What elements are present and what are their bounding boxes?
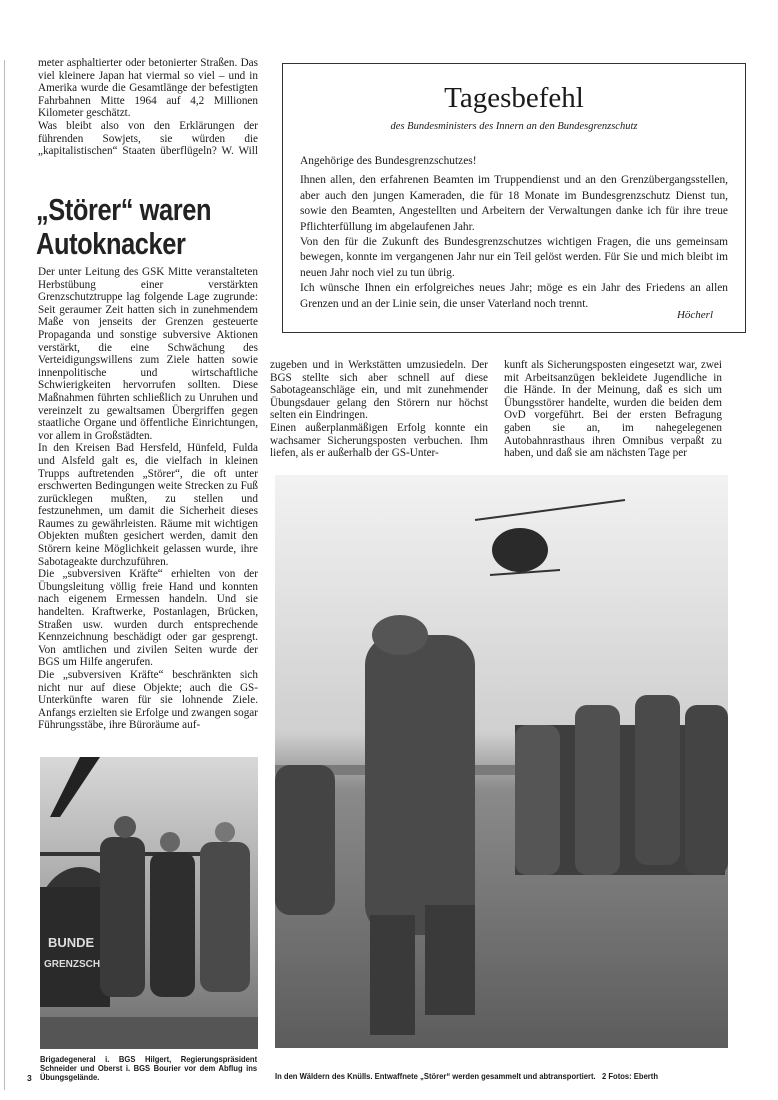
order-of-the-day-box [282,63,746,333]
page-number: 3 [27,1073,32,1083]
order-body [300,154,728,312]
article-paragraph: Die „subversiven Kräfte“ erhielten von der Übungsleitung völlig freie Hand und konnten nach eigenem Ermessen handeln. Und sie handelten. Kraftwerke, Postanlagen, Brücken, Straßen usw. wurden durch entsprechende Kennzeichnung beschädigt oder gar gesprengt. Von amtlichen und zivilen Seiten wurde der BGS um Hilfe angerufen. [38,568,258,669]
headline-line: „Störer“ waren [36,192,212,227]
svg-text:GRENZSCH: GRENZSCH [44,959,101,970]
helicopter-lettering: BUNDE [48,935,95,950]
article-paragraph: Die „subversiven Kräfte“ beschränkten sich nicht nur auf diese Objekte; auch die GS-Unterkünfte waren für sie lohnende Ziele. Anfangs erzielten sie Erfolge und zwangen sogar Führungsstäbe, ihre Büroräume auf- [38,669,258,732]
article-paragraph: In den Kreisen Bad Hersfeld, Hünfeld, Fulda und Alsfeld galt es, die vielfach in kleinen Trupps auftretenden „Störer“, die oft unter erschwerten Bedingungen weite Strecken zu Fuß zurücklegen mußten, zu stellen und festzunehmen, um damit die Sicherheit dieses Raumes zu gewährleisten. Räume mit wichtigen Objekten mußten gesichert werden, damit den Störern keine Möglichkeit gelassen wurde, ihre Sabotageakte durchzuführen. [38,442,258,568]
photo-officials-helicopter [40,757,258,1049]
photo-caption-right: In den Wäldern des Knülls. Entwaffnete „Störer“ werden gesammelt und abtransportiert. 2 Fotos: Eberth [275,1071,658,1081]
photo-disarmed-troublemakers [275,475,728,1048]
article-paragraph: Der unter Leitung des GSK Mitte veranstalteten Herbstübung einer verstärkten Grenzschutztruppe lag folgende Lage zugrunde: Seit geraumer Zeit hatten sich in zunehmendem Maße von jenseits der Grenzen gesteuerte Propaganda und sonstige subversive Aktionen verstärkt, die eine Schwächung des Verteidigungswillens zum Ziele hatten sowie innenpolitische und wirtschaftliche Schwierigkeiten hervorrufen sollten. Diese Maßnahmen führten schließlich zu Unruhen und vereinzelt zu gewaltsamen Übergriffen gegen staatliche Organe und öffentliche Einrichtungen, vor allem in Großstädten. [38,266,258,442]
article-paragraph: zugeben und in Werkstätten umzusiedeln. Der BGS stellte sich aber schnell auf diese Sabotageanschläge ein, und mit zunehmender Übungsdauer gelang den Störern nur höchst selten ein Eindringen. [270,359,488,422]
order-paragraph: Von den für die Zukunft des Bundesgrenzschutzes wichtigen Fragen, die uns gemeinsam bewegen, konnte im vergangenen Jahr nur ein Teil gelöst werden. Für Sie und mich bleibt im neuen Jahr noch viel zu tun übrig. [300,236,728,279]
photo-caption-left: Brigadegeneral i. BGS Hilgert, Regierungspräsident Schneider und Oberst i. BGS Bourier vor dem Abflug ins Übungsgelände. [40,1054,258,1083]
order-signature: Höcherl [676,309,713,321]
order-greeting: Angehörige des Bundesgrenzschutzes! [300,155,477,167]
article-middle-column [270,359,488,460]
intro-text-column [38,57,258,158]
left-margin-line [4,60,5,1090]
order-title: Tagesbefehl [444,82,584,114]
photo-left-image [40,757,258,1049]
photo-right-image [275,475,728,1048]
order-paragraph: Ich wünsche Ihnen ein erfolgreiches neues Jahr; möge es ein Jahr des Friedens an allen Grenzen und an der Linie sein, die unser Vaterland noch trennt. [300,282,728,310]
order-paragraph: Ihnen allen, den erfahrenen Beamten im Truppendienst und an den Grenzübergangsstellen, aber auch den jungen Kameraden, die für 18 Monate im Bundesgrenzschutz Dienst tun, sowie den Beamten, Angestellten und Arbeitern der Verwaltungen danke ich für ihre treue Pflichterfüllung im abgelaufenen Jahr. [300,174,728,233]
article-right-column [504,359,722,460]
headline-line: Autoknacker [36,226,186,261]
article-paragraph: Einen außerplanmäßigen Erfolg konnte ein wachsamer Sicherungsposten verbuchen. Ihm liefen, als er außerhalb der GS-Unter- [270,421,488,460]
article-headline [36,193,225,261]
article-left-column [38,266,258,732]
order-subtitle: des Bundesministers des Innern an den Bundesgrenzschutz [390,121,638,132]
article-paragraph: kunft als Sicherungsposten eingesetzt war, zwei mit Arbeitsanzügen bekleidete Jugendliche in die Hände. In der Meinung, daß es sich um Übungsstörer handelte, wurden die beiden dem OvD vorgeführt. Bei der ersten Befragung gaben sie an, im nahegelegenen Autobahnrasthaus ihren Omnibus verpaßt zu haben, und daß sie am nächsten Tage per [504,359,722,460]
intro-paragraph: Was bleibt also von den Erklärungen der führenden Sowjets, sie würden die „kapitalistischen“ Staaten überflügeln? W. Will [38,119,258,158]
intro-paragraph: meter asphaltierter oder betonierter Straßen. Das viel kleinere Japan hat viermal so viel – und in Amerika wurde die Gesamtlänge der befestigten Fahrbahnen Mitte 1964 auf 4,2 Millionen Kilometer geschätzt. [38,57,258,120]
